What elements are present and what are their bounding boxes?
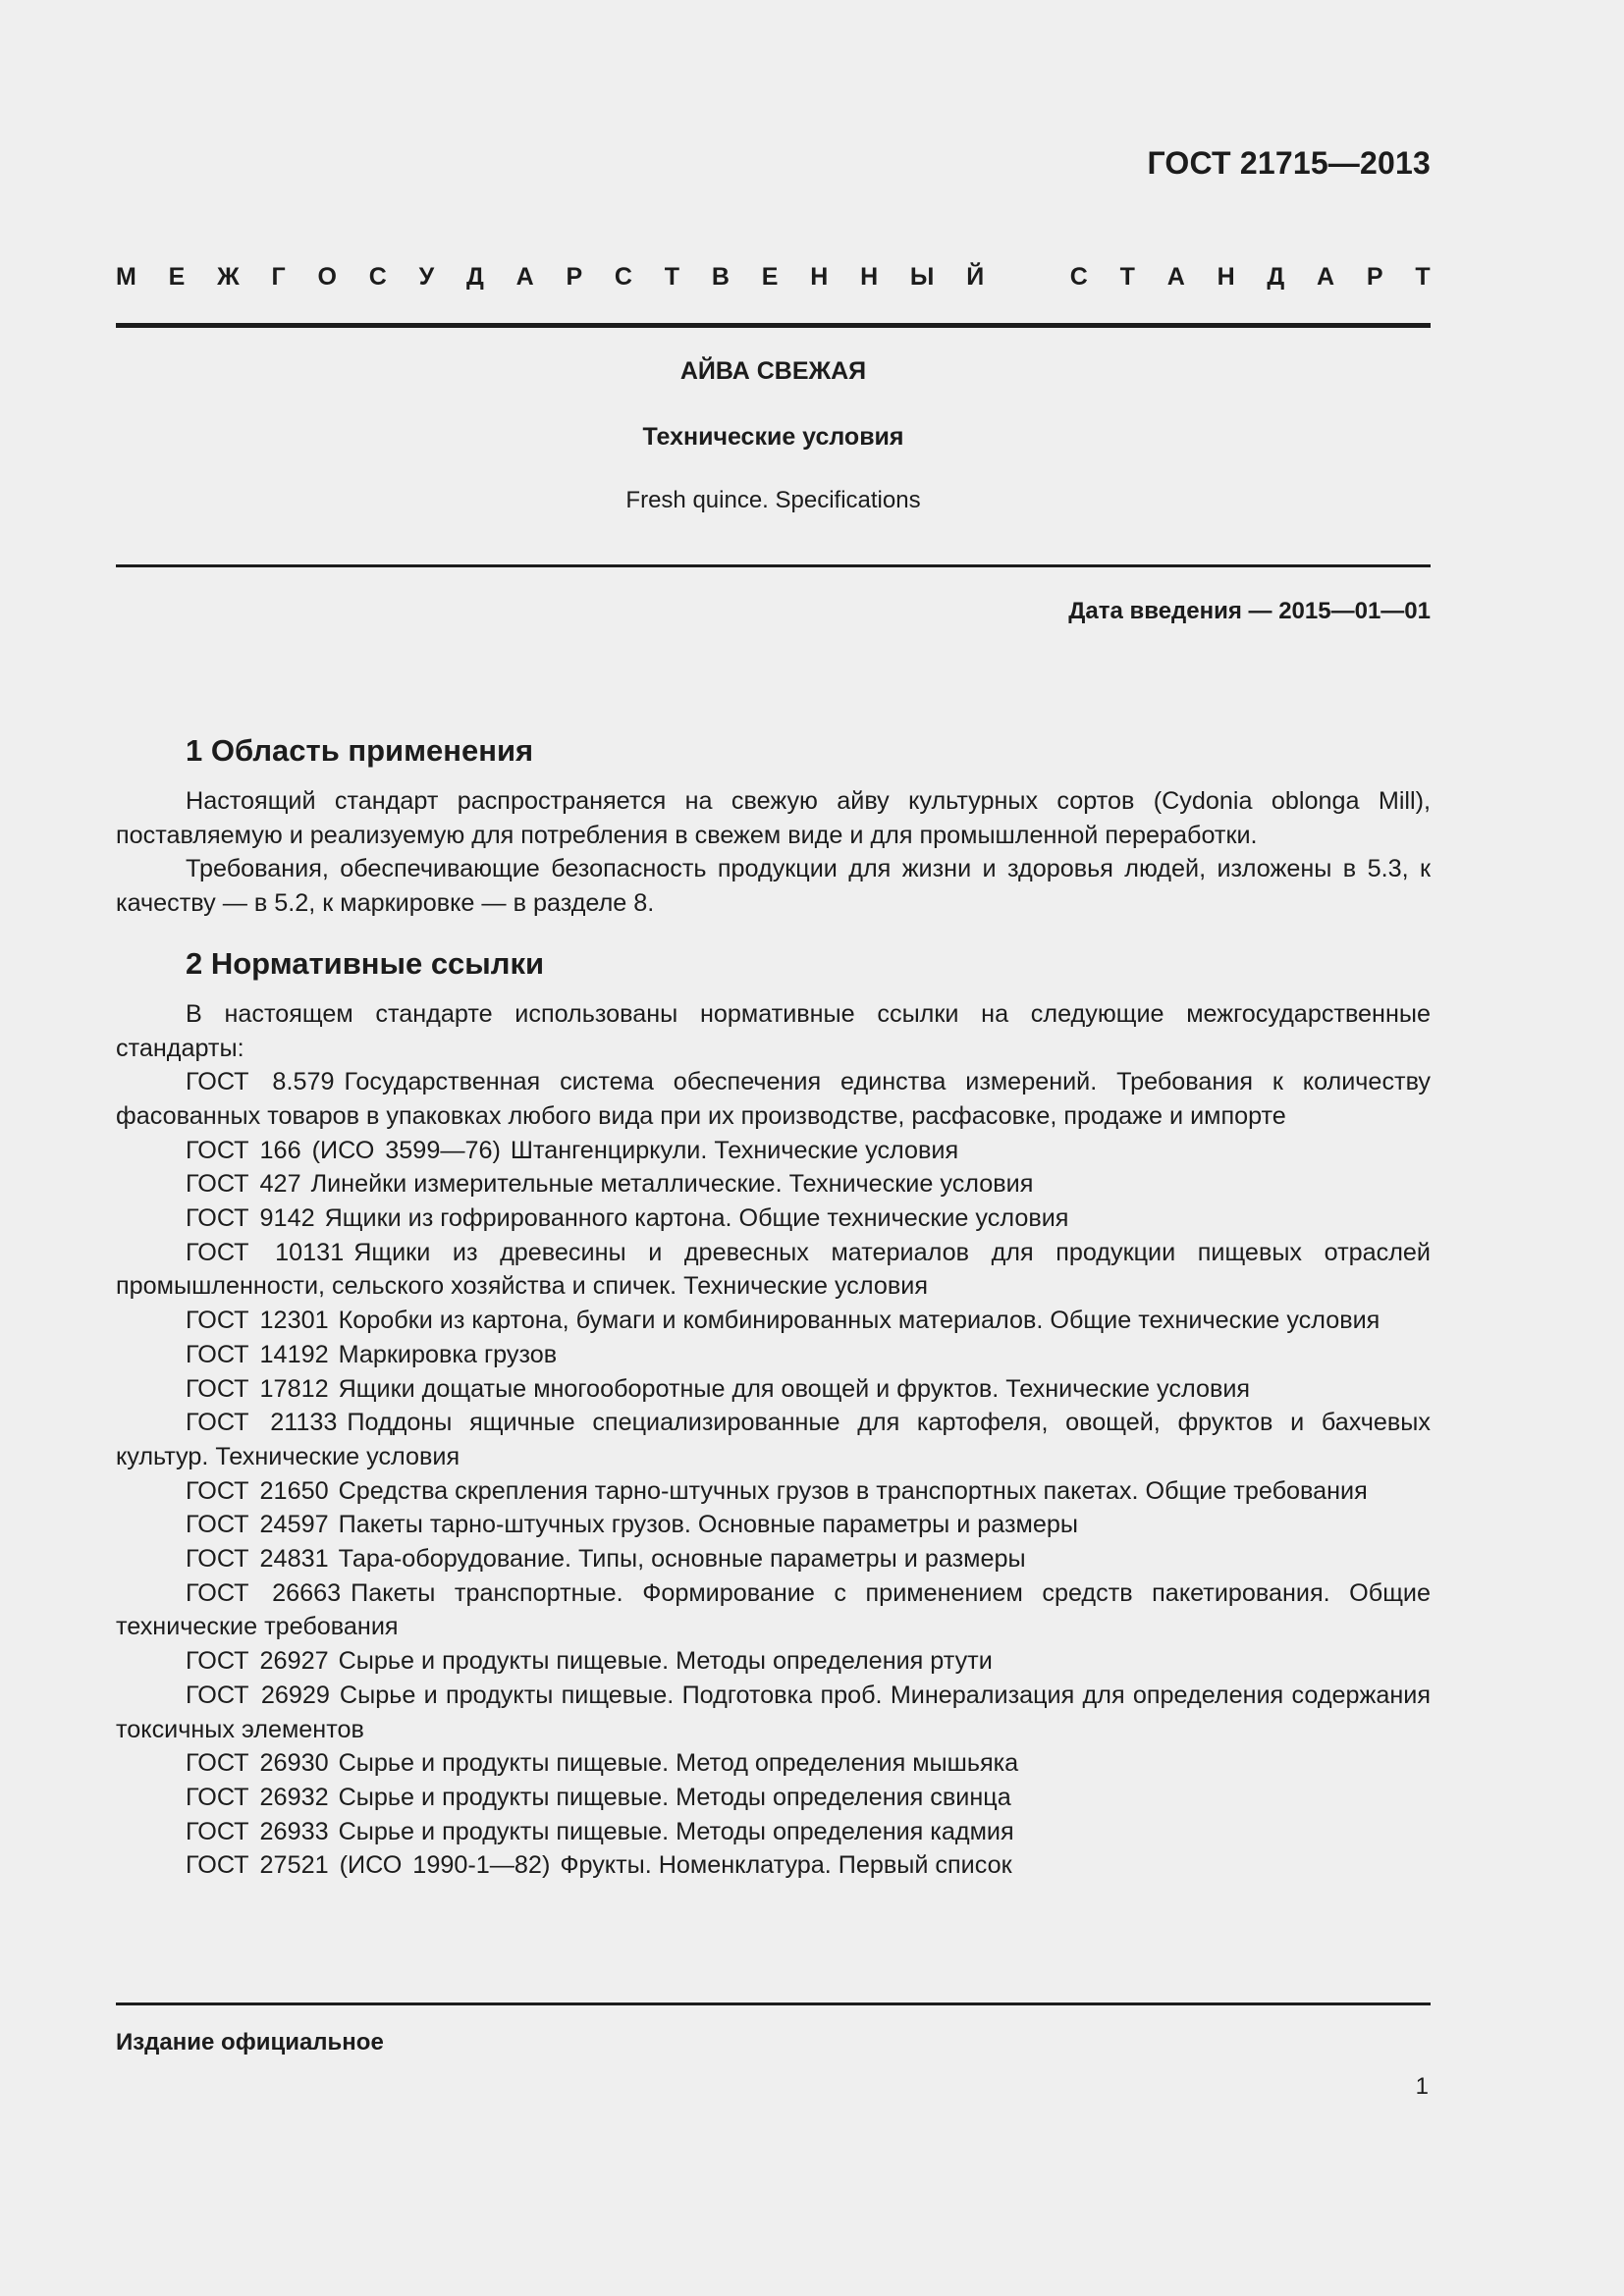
reference-title: Сырье и продукты пищевые. Методы определения ртути [338, 1647, 993, 1676]
page-number: 1 [1415, 2073, 1429, 2100]
reference-code: ГОСТ 17812 [186, 1374, 329, 1403]
normative-references-list [116, 1065, 1431, 1883]
reference-code: ГОСТ 427 [186, 1170, 301, 1199]
reference-item [116, 1746, 1431, 1781]
introduction-date: Дата введения — 2015—01—01 [1068, 598, 1431, 624]
reference-title: Штангенциркули. Технические условия [510, 1136, 959, 1164]
reference-item [116, 1781, 1431, 1815]
standard-type-letter: Т [1415, 263, 1431, 291]
reference-title: Сырье и продукты пищевые. Метод определения мышьяка [338, 1749, 1019, 1778]
reference-title: Сырье и продукты пищевые. Подготовка проб. Минерализация для определения содержания токсичных элементов [116, 1681, 1432, 1743]
standard-type-gap [1016, 263, 1038, 292]
document-number: ГОСТ 21715—2013 [1147, 145, 1431, 181]
document-subtitle: Технические условия [642, 423, 904, 451]
reference-item [116, 1201, 1431, 1236]
reference-item [116, 1848, 1431, 1883]
reference-title: Средства скрепления тарно-штучных грузов в транспортных пакетах. Общие требования [338, 1476, 1368, 1505]
standard-type-letter: Н [1217, 263, 1235, 291]
reference-item [116, 1679, 1431, 1746]
reference-code: ГОСТ 24831 [186, 1545, 329, 1574]
standard-type-letter: Ж [217, 263, 240, 291]
section-2-heading: 2 Нормативные ссылки [186, 945, 545, 981]
standard-type-letter: Н [860, 263, 879, 291]
reference-item [116, 1338, 1431, 1372]
standard-type-letter: С [614, 263, 632, 291]
standard-type-letter: Н [810, 263, 829, 291]
standard-type-letter: А [1317, 263, 1335, 291]
standard-type-heading [116, 263, 1431, 292]
reference-item [116, 1644, 1431, 1679]
edition-label: Издание официальное [116, 2029, 384, 2056]
reference-item [116, 1406, 1431, 1473]
reference-code: ГОСТ 26929 [186, 1681, 330, 1709]
document-body [116, 729, 1431, 1883]
standard-type-letter: Д [465, 263, 484, 291]
reference-code: ГОСТ 12301 [186, 1307, 329, 1335]
title-rule [116, 564, 1431, 567]
standard-type-letter: Г [271, 263, 286, 291]
standard-type-letter: Ы [909, 263, 935, 291]
reference-code: ГОСТ 9142 [186, 1204, 315, 1233]
header-rule [116, 323, 1431, 328]
reference-code: ГОСТ 8.579 [186, 1068, 335, 1096]
reference-item [116, 1508, 1431, 1542]
standard-type-letter: Й [966, 263, 985, 291]
standard-type-letter: М [116, 263, 136, 291]
reference-item [116, 1576, 1431, 1644]
reference-title: Пакеты тарно-штучных грузов. Основные параметры и размеры [338, 1511, 1078, 1539]
standard-type-letter: Т [1119, 263, 1135, 291]
reference-title: Коробки из картона, бумаги и комбинированных материалов. Общие технические условия [338, 1307, 1380, 1335]
reference-item [116, 1474, 1431, 1509]
reference-item [116, 1542, 1431, 1576]
standard-type-letter: С [1069, 263, 1088, 291]
reference-title: Ящики из древесины и древесных материалов для продукции пищевых отраслей промышленности, сельского хозяйства и спичек. Технические условия [116, 1238, 1431, 1301]
reference-title: Поддоны ящичные специализированные для картофеля, овощей, фруктов и бахчевых культур. Технические условия [116, 1409, 1431, 1470]
reference-item [116, 1134, 1431, 1168]
reference-code: ГОСТ 21133 [186, 1409, 338, 1437]
reference-item [116, 1815, 1431, 1849]
section-1-paragraph: Требования, обеспечивающие безопасность продукции для жизни и здоровья людей, изложены в 5.3, к качеству — в 5.2, к маркировке — в разделе 8. [116, 855, 1431, 918]
reference-title: Фрукты. Номенклатура. Первый список [560, 1851, 1012, 1880]
reference-title: Пакеты транспортные. Формирование с применением средств пакетирования. Общие технические требования [116, 1578, 1431, 1641]
standard-type-letter: Е [168, 263, 186, 291]
section-2-intro: В настоящем стандарте использованы нормативные ссылки на следующие межгосударственные стандарты: [116, 999, 1431, 1062]
standard-type-letter: Т [664, 263, 680, 291]
reference-code: ГОСТ 27521 (ИСО 1990-1—82) [186, 1851, 551, 1880]
reference-code: ГОСТ 26932 [186, 1783, 329, 1811]
standard-type-letter: В [711, 263, 730, 291]
reference-title: Тара-оборудование. Типы, основные параметры и размеры [338, 1545, 1026, 1574]
standard-type-letter: А [515, 263, 534, 291]
reference-code: ГОСТ 26927 [186, 1647, 329, 1676]
reference-item [116, 1372, 1431, 1407]
reference-code: ГОСТ 166 (ИСО 3599—76) [186, 1136, 501, 1164]
standard-type-letter: Р [566, 263, 583, 291]
reference-code: ГОСТ 26663 [186, 1578, 342, 1607]
reference-title: Сырье и продукты пищевые. Методы определения свинца [338, 1783, 1011, 1811]
reference-code: ГОСТ 24597 [186, 1511, 329, 1539]
reference-title: Линейки измерительные металлические. Технические условия [310, 1170, 1034, 1199]
reference-code: ГОСТ 14192 [186, 1340, 329, 1368]
reference-item [116, 1304, 1431, 1338]
reference-item [116, 1167, 1431, 1201]
reference-code: ГОСТ 26933 [186, 1817, 329, 1845]
standard-type-letter: С [368, 263, 387, 291]
standard-type-letter: Р [1366, 263, 1383, 291]
reference-title: Ящики из гофрированного картона. Общие технические условия [324, 1204, 1069, 1233]
document-title: АЙВА СВЕЖАЯ [679, 357, 867, 385]
reference-code: ГОСТ 21650 [186, 1476, 329, 1505]
standard-type-letter: Е [761, 263, 779, 291]
reference-item [116, 1065, 1431, 1133]
reference-code: ГОСТ 10131 [186, 1238, 345, 1266]
standard-type-letter: О [317, 263, 337, 291]
reference-title: Маркировка грузов [338, 1340, 558, 1368]
document-title-english: Fresh quince. Specifications [625, 487, 921, 513]
reference-item [116, 1236, 1431, 1304]
standard-type-letter: А [1166, 263, 1185, 291]
reference-title: Сырье и продукты пищевые. Методы определения кадмия [338, 1817, 1014, 1845]
section-1-paragraph: Настоящий стандарт распространяется на свежую айву культурных сортов (Cydonia oblonga Mill), поставляемую и реализуемую для потребления в свежем виде и для промышленной переработки. [116, 787, 1431, 849]
reference-title: Ящики дощатые многооборотные для овощей и фруктов. Технические условия [338, 1374, 1251, 1403]
standard-type-letter: У [418, 263, 435, 291]
reference-title: Государственная система обеспечения единства измерений. Требования к количеству фасованных товаров в упаковках любого вида при их производстве, расфасовке, продаже и импорте [116, 1068, 1431, 1130]
section-1-heading: 1 Область применения [186, 733, 534, 768]
footer-rule [116, 2002, 1431, 2005]
standard-type-letter: Д [1267, 263, 1285, 291]
reference-code: ГОСТ 26930 [186, 1749, 329, 1778]
